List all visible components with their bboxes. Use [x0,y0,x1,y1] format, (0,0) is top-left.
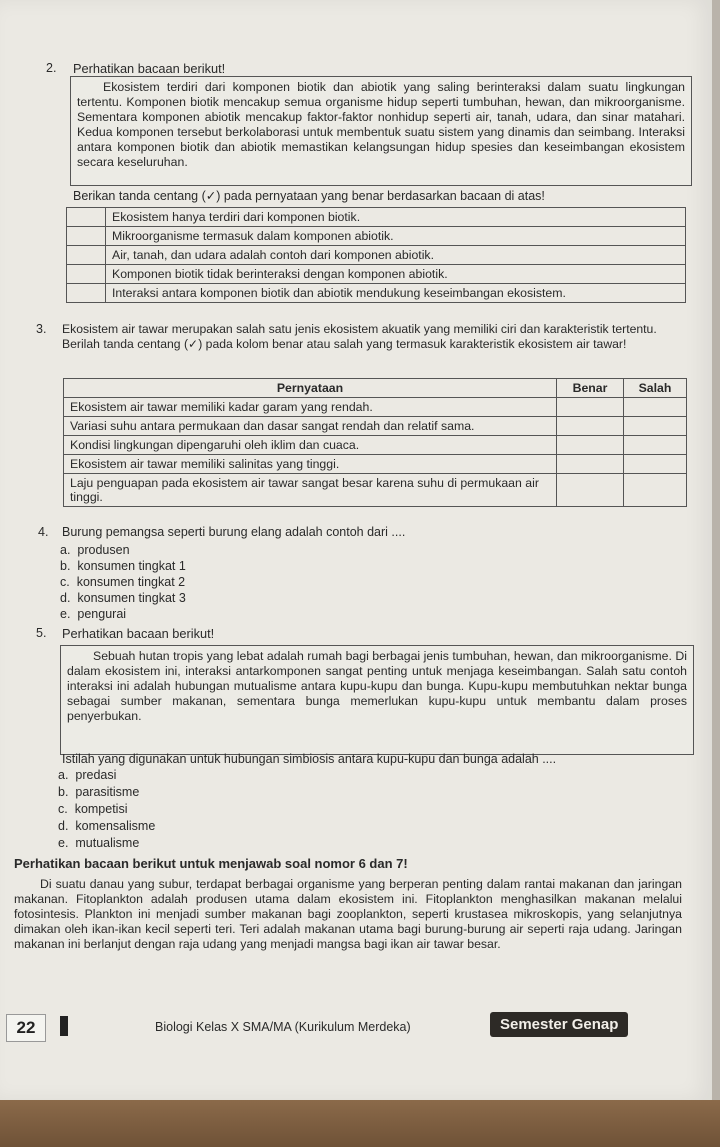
q67-passage: Di suatu danau yang subur, terdapat berbagai organisme yang berperan penting dalam rantai makanan dan jaringan makanan. Fitoplankton adalah produsen utama dalam ekosistem ini. Fitoplankton menghasilkan makanan melalui fotosintesis. Plankton ini menjadi sumber makanan bagi zooplankton, seperti krustasea mikroskopis, yang selanjutnya dimakan oleh ikan-ikan kecil seperti teri. Teri adalah makanan utama bagi burung-burung air seperti raja udang. Jaringan makanan ini berlanjut dengan raja udang yang menjadi mangsa bagi ikan air tawar besar. [14,877,682,951]
option-letter: c. [58,802,68,816]
q67-passage-box [8,874,688,986]
background-floor [0,1100,720,1147]
option-text: konsumen tingkat 3 [77,591,186,605]
option-text: mutualisme [75,836,140,850]
q5-number: 5. [36,626,47,640]
semester-badge: Semester Genap [490,1012,628,1037]
option-text: konsumen tingkat 1 [77,559,186,573]
table-row [64,474,687,507]
false-header: Salah [624,379,687,398]
option-letter: b. [58,785,69,799]
table-row [64,455,687,474]
false-checkbox-cell[interactable] [624,436,687,455]
statement-cell: Interaksi antara komponen biotik dan abiotik mendukung keseimbangan ekosistem. [106,284,686,303]
option-text: parasitisme [75,785,140,799]
statement-cell: Air, tanah, dan udara adalah contoh dari komponen abiotik. [106,246,686,265]
checkbox-cell[interactable] [67,284,106,303]
option-text: komensalisme [75,819,156,833]
q5-option-a[interactable] [58,768,116,782]
false-checkbox-cell[interactable] [624,455,687,474]
table-row [64,417,687,436]
checkbox-cell[interactable] [67,208,106,227]
option-letter: b. [60,559,71,573]
q2-intro: Perhatikan bacaan berikut! [73,61,226,76]
q5-intro: Perhatikan bacaan berikut! [62,626,215,641]
option-letter: e. [60,607,71,621]
statement-cell: Ekosistem air tawar memiliki salinitas yang tinggi. [64,455,557,474]
checkbox-cell[interactable] [67,227,106,246]
checkbox-cell[interactable] [67,246,106,265]
q2-instruction: Berikan tanda centang (✓) pada pernyataan yang benar berdasarkan bacaan di atas! [73,189,545,203]
q3-number: 3. [36,322,47,336]
true-header: Benar [557,379,624,398]
option-text: produsen [77,543,130,557]
table-row [67,227,686,246]
q4-text: Burung pemangsa seperti burung elang adalah contoh dari .... [62,525,406,539]
page-number: 22 [6,1014,46,1042]
q5-passage: Sebuah hutan tropis yang lebat adalah rumah bagi berbagai jenis tumbuhan, hewan, dan mikroorganisme. Di dalam ekosistem ini, interaksi antarkomponen sangat penting untuk menjaga keseimbangan. Salah satu contoh interaksi ini adalah hubungan mutualisme antara kupu-kupu dan bunga. Kupu-kupu membutuhkan nektar bunga sebagai sumber makanan, sementara bunga memerlukan kupu-kupu untuk membantu dalam proses penyerbukan. [67,649,687,723]
option-text: kompetisi [74,802,128,816]
true-checkbox-cell[interactable] [557,474,624,507]
statement-cell: Kondisi lingkungan dipengaruhi oleh iklim dan cuaca. [64,436,557,455]
q2-number: 2. [46,61,57,75]
book-title: Biologi Kelas X SMA/MA (Kurikulum Merdeka) [155,1020,411,1034]
q5-option-b[interactable] [58,785,139,799]
table-row [64,398,687,417]
option-letter: d. [60,591,71,605]
table-row [67,265,686,284]
q5-passage-box [60,645,694,755]
table-row [64,436,687,455]
statement-cell: Mikroorganisme termasuk dalam komponen abiotik. [106,227,686,246]
option-letter: c. [60,575,70,589]
true-checkbox-cell[interactable] [557,436,624,455]
table-row [67,208,686,227]
false-checkbox-cell[interactable] [624,398,687,417]
option-letter: d. [58,819,69,833]
q4-option-c[interactable] [60,575,185,589]
footer-divider [60,1016,68,1036]
false-checkbox-cell[interactable] [624,474,687,507]
true-checkbox-cell[interactable] [557,455,624,474]
table-row [67,246,686,265]
q4-option-d[interactable] [60,591,186,605]
statement-cell: Ekosistem air tawar memiliki kadar garam yang rendah. [64,398,557,417]
true-checkbox-cell[interactable] [557,398,624,417]
q4-option-e[interactable] [60,607,126,621]
checkbox-cell[interactable] [67,265,106,284]
option-letter: a. [58,768,69,782]
statement-cell: Komponen biotik tidak berinteraksi dengan komponen abiotik. [106,265,686,284]
option-letter: a. [60,543,71,557]
option-text: konsumen tingkat 2 [76,575,186,589]
statement-cell: Ekosistem hanya terdiri dari komponen biotik. [106,208,686,227]
table-row [67,284,686,303]
statement-cell: Laju penguapan pada ekosistem air tawar sangat besar karena suhu di permukaan air tinggi. [64,474,557,507]
q3-text: Ekosistem air tawar merupakan salah satu jenis ekosistem akuatik yang memiliki ciri dan karakteristik tertentu. Berilah tanda centang (✓) pada kolom benar atau salah yang termasuk karakteristik ekosistem air tawar! [62,322,657,351]
statement-header: Pernyataan [64,379,557,398]
q4-number: 4. [38,525,49,539]
q2-passage: Ekosistem terdiri dari komponen biotik dan abiotik yang saling berinteraksi dalam suatu lingkungan tertentu. Komponen biotik mencakup semua organisme hidup seperti tumbuhan, hewan, dan mikroorganisme. Sementara komponen abiotik mencakup faktor-faktor nonhidup seperti air, tanah, udara, dan sinar matahari. Kedua komponen tersebut berkolaborasi untuk membentuk suatu sistem yang dinamis dan seimbang. Interaksi antara komponen biotik dan abiotik memastikan kelangsungan hidup spesies dan keseimbangan ekosistem secara keseluruhan. [77,80,685,169]
q2-statement-table [66,207,686,303]
option-text: predasi [75,768,117,782]
q4-option-b[interactable] [60,559,186,573]
q5-option-c[interactable] [58,802,127,816]
q5-option-e[interactable] [58,836,139,850]
true-checkbox-cell[interactable] [557,417,624,436]
statement-cell: Variasi suhu antara permukaan dan dasar sangat rendah dan relatif sama. [64,417,557,436]
option-text: pengurai [77,607,127,621]
q5-question: Istilah yang digunakan untuk hubungan simbiosis antara kupu-kupu dan bunga adalah .... [62,752,557,766]
false-checkbox-cell[interactable] [624,417,687,436]
q67-heading: Perhatikan bacaan berikut untuk menjawab soal nomor 6 dan 7! [14,856,408,871]
q2-passage-box [70,76,692,186]
q3-true-false-table [63,378,687,507]
q5-option-d[interactable] [58,819,155,833]
q4-option-a[interactable] [60,543,130,557]
option-letter: e. [58,836,69,850]
table-header-row [64,379,687,398]
